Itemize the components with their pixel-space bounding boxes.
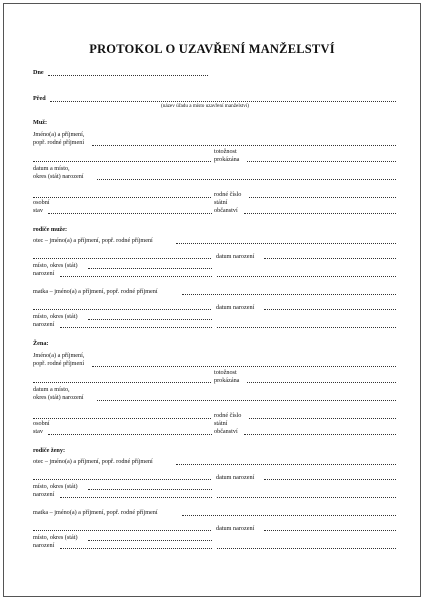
bride-mother-place-field-3[interactable] [217,548,396,549]
bride-mother-name-field[interactable] [182,515,396,516]
groom-status-label-2: stav [33,207,43,214]
groom-father-name-field[interactable] [176,243,396,244]
groom-father-birth-date-label: datum narození [216,253,255,260]
groom-mother-name-field-2[interactable] [33,309,211,310]
bride-father-place-field[interactable] [88,489,212,490]
groom-father-name-label: otec – jméno(a) a příjmení, popř. rodné příjmení [33,237,153,244]
bride-father-place-field-3[interactable] [217,497,396,498]
groom-father-place-field-3[interactable] [217,276,396,277]
bride-mother-place-label-1: místo, okres (stát) [33,534,78,541]
groom-mother-place-field[interactable] [88,319,212,320]
groom-birth-number-field[interactable] [249,197,396,198]
bride-status-label-2: stav [33,428,43,435]
bride-father-place-label-2: narození [33,491,55,498]
groom-status-field[interactable] [48,213,212,214]
bride-birth-field-2[interactable] [33,418,211,419]
protocol-form [3,3,421,597]
place-field[interactable] [50,101,396,102]
bride-identity-label-1: totožnost [214,369,237,376]
bride-heading: Žena: [33,340,49,347]
groom-heading: Muž: [33,119,48,126]
bride-name-label-2: popř. rodné příjmení [33,360,85,367]
bride-citizenship-field[interactable] [244,434,396,435]
groom-mother-place-field-3[interactable] [217,327,396,328]
groom-birth-label-2: okres (stát) narození [33,173,84,180]
groom-father-place-label-2: narození [33,270,55,277]
date-field[interactable] [48,75,208,76]
bride-status-label-1: osobní [33,420,50,427]
bride-parents-heading: rodiče ženy: [33,447,66,454]
groom-citizenship-field[interactable] [244,213,396,214]
bride-father-name-field-2[interactable] [33,479,211,480]
bride-father-name-field[interactable] [176,464,396,465]
document-title: PROTOKOL O UZAVŘENÍ MANŽELSTVÍ [89,42,335,56]
date-label: Dne [33,69,44,76]
groom-citizenship-label-2: občanství [214,207,238,214]
place-caption: (název úřadu a místo uzavření manželství) [161,103,250,109]
groom-mother-name-field[interactable] [182,294,396,295]
bride-mother-birth-date-label: datum narození [216,525,255,532]
bride-identity-label-2: prokázána [214,377,240,384]
bride-birth-number-label: rodné číslo [214,412,242,419]
groom-father-place-field-2[interactable] [60,276,212,277]
groom-mother-birth-date-label: datum narození [216,304,255,311]
groom-father-name-field-2[interactable] [33,258,211,259]
groom-parents-heading: rodiče muže: [33,226,68,233]
groom-birth-label-1: datum a místo, [33,165,70,172]
bride-birth-number-field[interactable] [249,418,396,419]
groom-mother-place-field-2[interactable] [60,327,212,328]
groom-identity-field[interactable] [247,161,396,162]
bride-father-name-label: otec – jméno(a) a příjmení, popř. rodné příjmení [33,458,153,465]
groom-mother-place-label-2: narození [33,321,55,328]
bride-mother-name-field-2[interactable] [33,530,211,531]
groom-birth-field[interactable] [97,179,396,180]
groom-status-label-1: osobní [33,199,50,206]
bride-mother-birth-date-field[interactable] [264,530,396,531]
groom-father-place-field[interactable] [88,268,212,269]
groom-name-label-1: Jméno(a) a příjmení, [33,131,85,138]
bride-name-label-1: Jméno(a) a příjmení, [33,352,85,359]
bride-mother-place-field-2[interactable] [60,548,212,549]
groom-birth-field-2[interactable] [33,197,211,198]
place-label: Před [33,95,46,102]
bride-father-place-field-2[interactable] [60,497,212,498]
groom-name-field[interactable] [92,145,396,146]
groom-father-birth-date-field[interactable] [264,258,396,259]
bride-birth-label-1: datum a místo, [33,386,70,393]
groom-mother-birth-date-field[interactable] [264,309,396,310]
groom-mother-name-label: matka – jméno(a) a příjmení, popř. rodné příjmení [33,288,158,295]
bride-birth-field[interactable] [97,400,396,401]
bride-name-field-2[interactable] [33,382,211,383]
bride-identity-field[interactable] [247,382,396,383]
bride-status-field[interactable] [48,434,212,435]
groom-identity-label-2: prokázána [214,156,240,163]
groom-birth-number-label: rodné číslo [214,191,242,198]
groom-mother-place-label-1: místo, okres (stát) [33,313,78,320]
bride-mother-name-label: matka – jméno(a) a příjmení, popř. rodné příjmení [33,509,158,516]
bride-father-place-label-1: místo, okres (stát) [33,483,78,490]
bride-citizenship-label-2: občanství [214,428,238,435]
groom-name-field-2[interactable] [33,161,211,162]
bride-citizenship-label-1: státní [214,420,228,427]
bride-mother-place-label-2: narození [33,542,55,549]
bride-father-birth-date-field[interactable] [264,479,396,480]
groom-identity-label-1: totožnost [214,148,237,155]
groom-citizenship-label-1: státní [214,199,228,206]
bride-birth-label-2: okres (stát) narození [33,394,84,401]
bride-mother-place-field[interactable] [88,540,212,541]
bride-name-field[interactable] [92,366,396,367]
groom-father-place-label-1: místo, okres (stát) [33,262,78,269]
bride-father-birth-date-label: datum narození [216,474,255,481]
groom-name-label-2: popř. rodné příjmení [33,139,85,146]
